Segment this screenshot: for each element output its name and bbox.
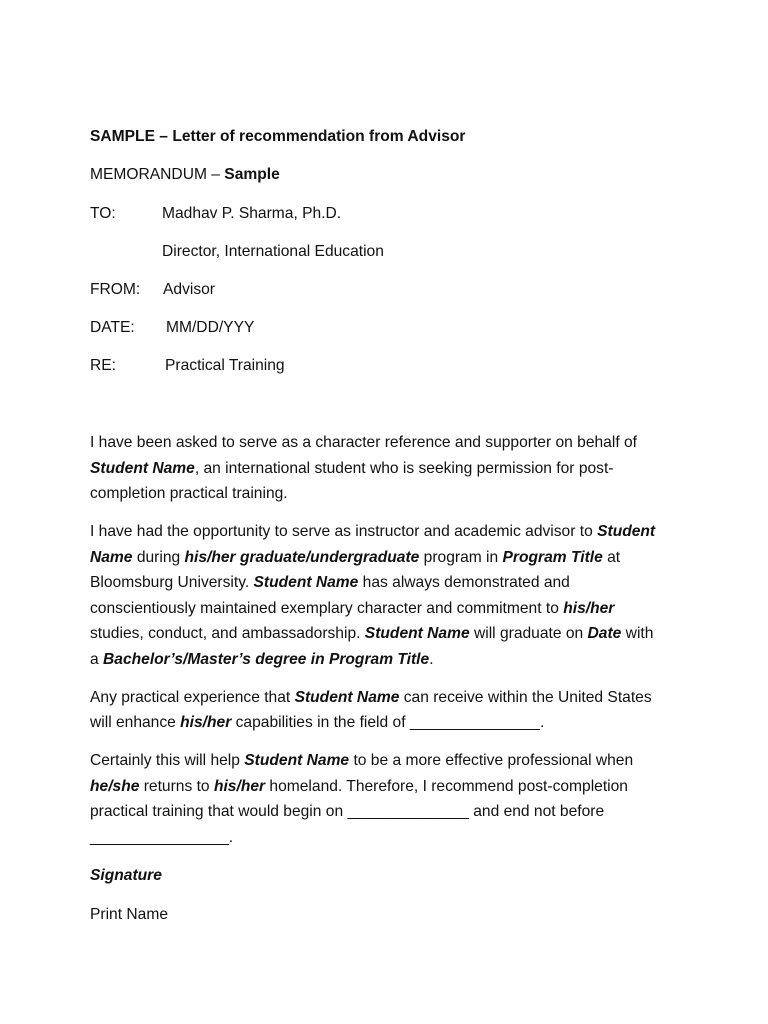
text: to be a more effective professional when <box>349 752 634 769</box>
p4-line-1 <box>90 751 633 771</box>
text: can receive within the United States <box>399 689 652 706</box>
text: will graduate on <box>469 625 588 642</box>
date-value: MM/DD/YYY <box>166 319 255 336</box>
student-name: Student Name <box>253 574 359 591</box>
text: studies, conduct, and ambassadorship. <box>90 625 365 642</box>
text: . <box>228 829 234 846</box>
text: I have had the opportunity to serve as instructor and academic advisor to <box>90 523 598 540</box>
signature-label: Signature <box>90 867 162 884</box>
field-blank: _______________ <box>409 714 540 731</box>
text: at <box>602 549 621 566</box>
program-level: his/her graduate/undergraduate <box>184 549 420 566</box>
re-value: Practical Training <box>165 357 285 374</box>
text: . <box>429 651 434 668</box>
program-title: Program Title <box>502 549 603 566</box>
text: homeland. Therefore, I recommend post-completion <box>265 778 628 795</box>
p2-line-4 <box>90 599 614 619</box>
p1-line-3: completion practical training. <box>90 485 288 502</box>
p1-line-1: I have been asked to serve as a character reference and supporter on behalf of <box>90 434 637 451</box>
student-name: Student Name <box>90 460 195 477</box>
text: Any practical experience that <box>90 689 295 706</box>
from-label: FROM: <box>90 281 141 298</box>
text: and end not before <box>468 803 605 820</box>
student-name: Student Name <box>294 689 400 706</box>
pronoun: his/her <box>213 778 266 795</box>
text: practical training that would begin on <box>90 803 348 820</box>
text: will enhance <box>90 714 181 731</box>
print-name-label: Print Name <box>90 906 168 923</box>
text: capabilities in the field of <box>231 714 410 731</box>
degree: Bachelor’s/Master’s degree in Program Title <box>103 651 430 668</box>
student-name: Student Name <box>244 752 350 769</box>
text: Certainly this will help <box>90 752 245 769</box>
end-date-blank: ________________ <box>90 829 229 846</box>
re-label: RE: <box>90 357 116 374</box>
p2-line-2 <box>90 548 620 568</box>
text: returns to <box>139 778 214 795</box>
to-title: Director, International Education <box>162 243 384 260</box>
text: program in <box>419 549 503 566</box>
p4-line-3 <box>90 802 604 822</box>
text: a <box>90 651 104 668</box>
graduation-date: Date <box>587 625 622 642</box>
text: has always demonstrated and <box>358 574 570 591</box>
p3-line-2 <box>90 713 544 733</box>
start-date-blank: ______________ <box>347 803 469 820</box>
p4-line-2 <box>90 777 628 797</box>
memorandum-line <box>90 165 280 185</box>
to-label: TO: <box>90 205 116 222</box>
p1-line-2 <box>90 459 614 479</box>
from-value: Advisor <box>163 281 215 298</box>
text: Bloomsburg University. <box>90 574 254 591</box>
text: conscientiously maintained exemplary character and commitment to <box>90 600 564 617</box>
p2-line-1 <box>90 522 655 542</box>
text: , an international student who is seeking permission for post- <box>194 460 614 477</box>
date-label: DATE: <box>90 319 135 336</box>
p4-line-4 <box>90 828 233 848</box>
memorandum-sample: Sample <box>224 166 280 183</box>
pronoun: his/her <box>563 600 615 617</box>
to-name: Madhav P. Sharma, Ph.D. <box>162 205 342 222</box>
student-name: Student <box>597 523 656 540</box>
p3-line-1 <box>90 688 652 708</box>
text: with <box>621 625 654 642</box>
p2-line-3 <box>90 573 570 593</box>
student-name: Student Name <box>364 625 470 642</box>
document-title: SAMPLE – Letter of recommendation from Advisor <box>90 128 466 145</box>
student-name: Name <box>90 549 133 566</box>
memorandum-label: MEMORANDUM – <box>90 166 225 183</box>
p2-line-5 <box>90 624 653 644</box>
p2-line-6 <box>90 650 434 670</box>
text: during <box>132 549 185 566</box>
pronoun: he/she <box>90 778 140 795</box>
text: . <box>539 714 545 731</box>
pronoun: his/her <box>180 714 232 731</box>
